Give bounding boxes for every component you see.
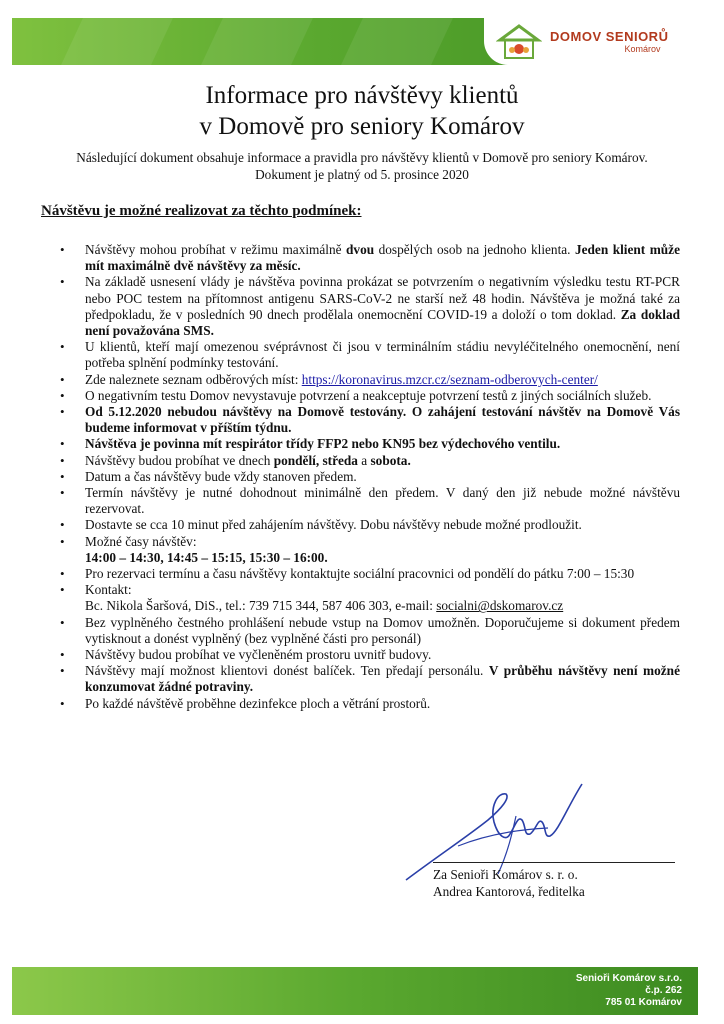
page-title bbox=[0, 80, 724, 142]
signature-line bbox=[433, 862, 675, 863]
list-item: • Pro rezervaci termínu a času návštěvy kontaktujte sociální pracovnici od pondělí do pátku 7:00 – 15:30 bbox=[60, 566, 680, 582]
list-item: • Návštěvy budou probíhat ve dnech pondělí, středa a sobota. bbox=[60, 453, 680, 469]
list-item: • Dostavte se cca 10 minut před zahájením návštěvy. Dobu návštěvy nebude možné prodloužit. bbox=[60, 517, 680, 533]
list-item: • Návštěvy mohou probíhat v režimu maximálně dvou dospělých osob na jednoho klienta. Jeden klient může mít maximálně dvě návštěvy za měsíc. bbox=[60, 242, 680, 274]
list-item: • Termín návštěvy je nutné dohodnout minimálně den předem. V daný den již nebude možné návštěvu rezervovat. bbox=[60, 485, 680, 517]
testing-centers-link[interactable]: https://koronavirus.mzcr.cz/seznam-odberovych-center/ bbox=[301, 371, 598, 387]
list-item: • U klientů, kteří mají omezenou svéprávnost či jsou v terminálním stádiu nevyléčitelného onemocnění, není potřeba splnění podmínky testování. bbox=[60, 339, 680, 371]
list-item: • Možné časy návštěv: 14:00 – 14:30, 14:45 – 15:15, 15:30 – 16:00. bbox=[60, 534, 680, 566]
footer-company: Senioři Komárov s.r.o. bbox=[575, 973, 682, 984]
list-item: • Kontakt: Bc. Nikola Šaršová, DiS., tel.: 739 715 344, 587 406 303, e-mail: socialni@dskomarov.cz bbox=[60, 582, 680, 614]
signature-block bbox=[433, 866, 585, 900]
list-item: • Návštěvy budou probíhat ve vyčleněném prostoru uvnitř budovy. bbox=[60, 647, 680, 663]
email-link[interactable]: socialni@dskomarov.cz bbox=[436, 598, 564, 614]
footer-band bbox=[12, 967, 698, 1015]
logo bbox=[484, 18, 698, 65]
logo-title: DOMOV SENIORŮ bbox=[550, 28, 669, 44]
intro-text bbox=[0, 149, 724, 183]
list-item: • Bez vyplněného čestného prohlášení nebude vstup na Domov umožněn. Doporučujeme si dokument předem vytisknout a donést vyplněný (bez vyplněné části pro personál) bbox=[60, 615, 680, 647]
list-item: • Zde naleznete seznam odběrových míst: https://koronavirus.mzcr.cz/seznam-odberovych-center/ bbox=[60, 372, 680, 388]
signature-company: Za Senioři Komárov s. r. o. bbox=[433, 867, 578, 882]
section-heading: Návštěvu je možné realizovat za těchto podmínek: bbox=[41, 203, 362, 219]
list-item: • Na základě usnesení vlády je návštěva povinna prokázat se potvrzením o negativním výsledku testu RT-PCR nebo POC testem na přítomnost antigenu SARS-CoV-2 ne starší než 48 hodin. Návštěva je možná také za předpokladu, že v posledních 90 dnech prodělala onemocnění COVID-19 a doloží o tom doklad. Za doklad není považována SMS. bbox=[60, 274, 680, 339]
list-item: • Návštěva je povinna mít respirátor třídy FFP2 nebo KN95 bez výdechového ventilu. bbox=[60, 436, 680, 452]
footer-street: č.p. 262 bbox=[645, 985, 682, 996]
intro-line2: Dokument je platný od 5. prosince 2020 bbox=[255, 167, 469, 182]
list-item: • Po každé návštěvě proběhne dezinfekce ploch a větrání prostorů. bbox=[60, 696, 680, 712]
page-title-line2: v Domově pro seniory Komárov bbox=[199, 113, 525, 140]
list-item: • O negativním testu Domov nevystavuje potvrzení a neakceptuje potvrzení testů z jiných sociálních služeb. bbox=[60, 388, 680, 404]
list-item: • Datum a čas návštěvy bude vždy stanoven předem. bbox=[60, 469, 680, 485]
rules-list bbox=[60, 242, 680, 712]
visit-times: 14:00 – 14:30, 14:45 – 15:15, 15:30 – 16:00. bbox=[85, 549, 328, 565]
footer-city: 785 01 Komárov bbox=[605, 997, 682, 1008]
footer-address bbox=[576, 973, 682, 1009]
logo-subtitle: Komárov bbox=[624, 43, 661, 54]
list-item: • Od 5.12.2020 nebudou návštěvy na Domově testovány. O zahájení testování návštěv na Domově Vás budeme informovat v příštím týdnu. bbox=[60, 404, 680, 436]
intro-line1: Následující dokument obsahuje informace a pravidla pro návštěvy klientů v Domově pro seniory Komárov. bbox=[76, 150, 648, 165]
list-item: • Návštěvy mají možnost klientovi donést balíček. Ten předají personálu. V průběhu návštěvy není možné konzumovat žádné potraviny. bbox=[60, 663, 680, 695]
signature-name: Andrea Kantorová, ředitelka bbox=[433, 884, 585, 899]
house-logo-icon bbox=[496, 22, 542, 62]
page-title-line1: Informace pro návštěvy klientů bbox=[205, 82, 519, 109]
